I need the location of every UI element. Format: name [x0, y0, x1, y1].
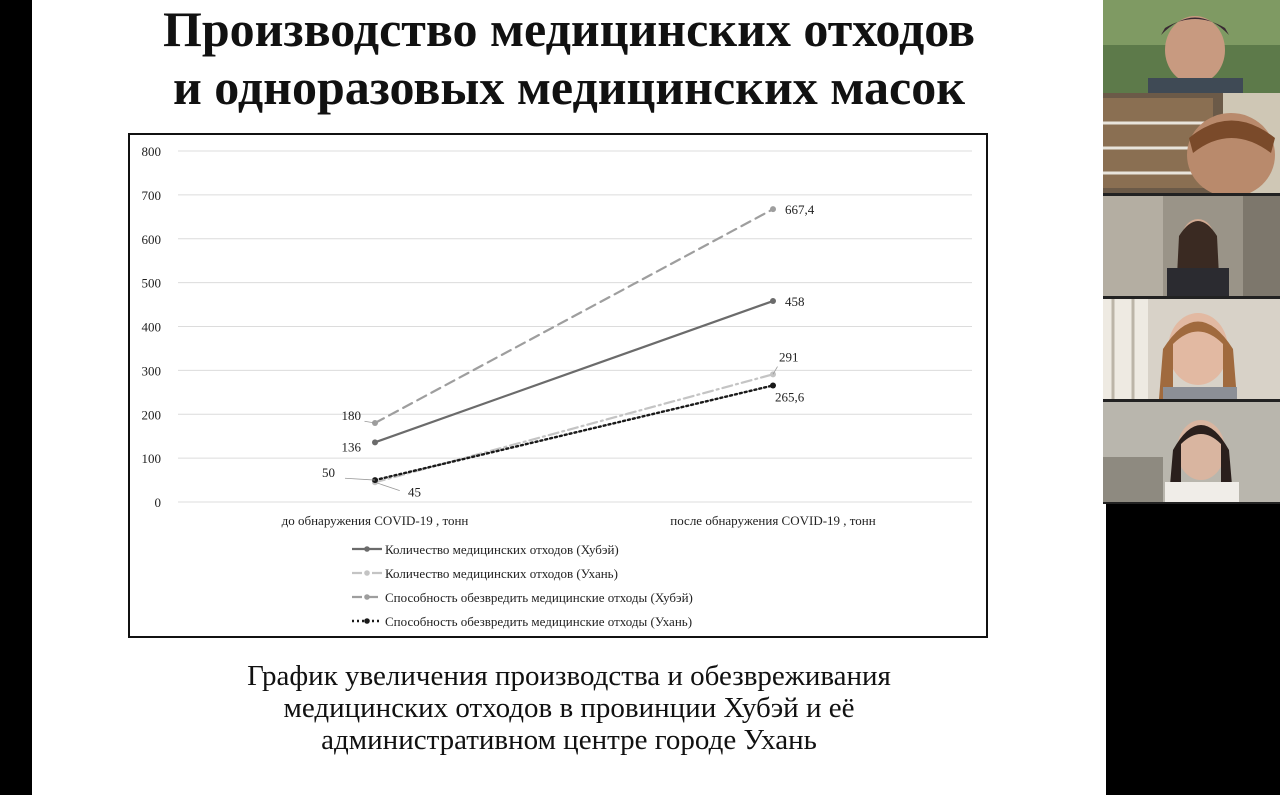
y-tick-label: 200: [141, 407, 161, 423]
legend-marker: [364, 618, 370, 624]
legend-label: Количество медицинских отходов (Хубэй): [385, 542, 619, 557]
x-tick-label: после обнаружения COVID-19 , тонн: [670, 513, 876, 528]
data-point: [770, 298, 776, 304]
y-tick-label: 600: [141, 231, 161, 247]
data-label: 291: [779, 349, 799, 365]
data-label: 50: [322, 465, 335, 481]
line-chart: [130, 135, 986, 636]
y-tick-label: 300: [141, 363, 161, 379]
y-tick-label: 400: [141, 319, 161, 335]
label-leader: [345, 478, 375, 480]
data-label: 667,4: [785, 202, 815, 218]
slide-title-line: и одноразовых медицинских масок: [172, 59, 966, 115]
y-tick-label: 800: [141, 144, 161, 159]
participant-video-2-icon: [1103, 93, 1280, 193]
participant-video-4-icon: [1103, 299, 1280, 399]
data-label: 180: [341, 408, 361, 424]
chart-frame: [128, 133, 988, 638]
legend-marker: [364, 594, 370, 600]
participant-tile[interactable]: [1103, 299, 1280, 399]
participant-video-strip: [1103, 0, 1280, 504]
presentation-slide: [32, 0, 1106, 795]
data-label: 458: [785, 294, 805, 310]
series-line: [375, 301, 773, 442]
caption-line: административном центре городе Ухань: [321, 724, 817, 756]
data-point: [770, 382, 776, 388]
x-tick-label: до обнаружения COVID-19 , тонн: [281, 513, 469, 528]
data-point: [372, 439, 378, 445]
participant-tile[interactable]: [1103, 93, 1280, 193]
slide-title: [32, 0, 1106, 116]
participant-tile[interactable]: [1103, 196, 1280, 296]
legend-label: Количество медицинских отходов (Ухань): [385, 566, 618, 581]
caption-line: медицинских отходов в провинции Хубэй и её: [283, 692, 855, 724]
y-tick-label: 100: [141, 451, 161, 467]
y-tick-label: 700: [141, 187, 161, 203]
legend-marker: [364, 570, 370, 576]
slide-title-line: Производство медицинских отходов: [162, 1, 976, 57]
caption-line: График увеличения производства и обезвреживания: [247, 660, 891, 692]
participant-video-3-icon: [1103, 196, 1280, 296]
data-point: [770, 206, 776, 212]
legend-label: Способность обезвредить медицинские отходы (Ухань): [385, 614, 693, 629]
legend-marker: [364, 546, 370, 552]
legend-label: Способность обезвредить медицинские отходы (Хубэй): [385, 590, 693, 605]
series-line: [375, 385, 773, 480]
participant-tile[interactable]: [1103, 0, 1280, 100]
participant-video-5-icon: [1103, 402, 1280, 502]
participant-tile[interactable]: [1103, 402, 1280, 502]
slide-caption: [32, 660, 1106, 756]
data-label: 45: [408, 484, 421, 500]
y-tick-label: 0: [154, 495, 161, 510]
y-tick-label: 500: [141, 275, 161, 291]
data-label: 265,6: [775, 389, 805, 405]
participant-video-1-icon: [1103, 0, 1280, 100]
data-label: 136: [341, 439, 361, 455]
label-leader: [375, 482, 400, 490]
